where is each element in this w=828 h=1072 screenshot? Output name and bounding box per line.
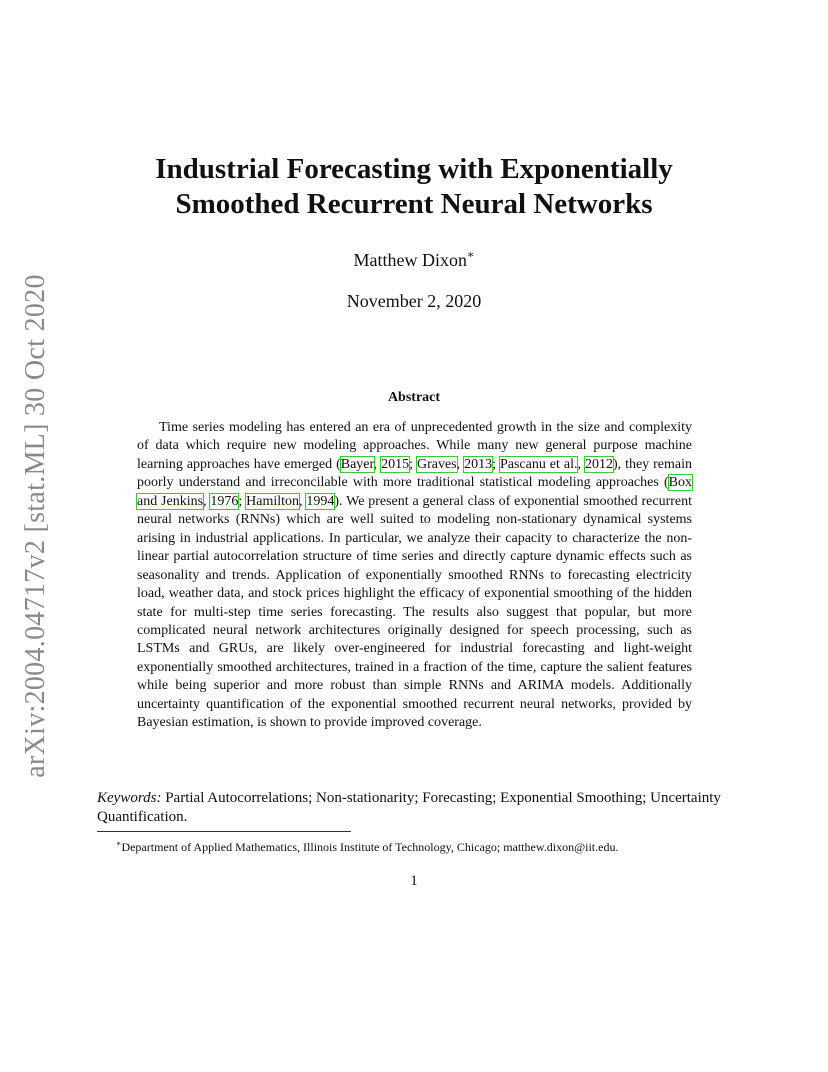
citation-link-bayer[interactable]: Bayer [340,456,374,472]
publication-date: November 2, 2020 [346,291,482,311]
citation-link-pascanu[interactable]: Pascanu et al. [499,456,578,472]
footnote-mark: ∗ [116,839,122,848]
author-line [0,248,828,271]
citation-link-bayer-2015[interactable]: 2015 [381,456,410,472]
keywords-label: Keywords: [97,790,162,806]
arxiv-identifier-text: arXiv:2004.04717v2 [stat.ML] 30 Oct 2020 [20,274,51,778]
keywords-text: Partial Autocorrelations; Non-stationarity; Forecasting; Exponential Smoothing; Uncertainty Quantification. [97,790,721,825]
paper-title-line-1: Industrial Forecasting with Exponentially [155,153,673,185]
abstract-heading: Abstract [387,390,441,405]
paper-title [0,152,828,222]
citation-link-graves[interactable]: Graves [416,456,457,472]
paper-title-line-2: Smoothed Recurrent Neural Networks [175,188,653,220]
citation-link-box-jenkins-1976[interactable]: 1976 [210,493,239,509]
author-name: Matthew Dixon [353,250,467,270]
citation-separator: , [456,456,465,472]
abstract-text-part-3: ). We present a general class of exponential smoothed recurrent neural networks (RNNs) which are well suited to modeling non-stationary dynamical systems arising in industrial applications. In particular, we analyze their capacity to characterize the non-linear partial autocorrelation structure of time series and directly capture dynamic effects such as seasonality and trends. Application of exponentially smoothed RNNs to forecasting electricity load, weather data, and stock prices highlight the efficacy of exponential smoothing of the hidden state for multi-step time series forecasting. The results also suggest that popular, but more complicated neural network architectures originally designed for speech processing, such as LSTMs and GRUs, are likely over-engineered for industrial forecasting and light-weight exponentially smoothed architectures, trained in a fraction of the time, capture the salient features while being superior and more robust than simple RNNs and ARIMA models. Additionally uncertainty quantification of the exponential smoothed recurrent neural networks, provided by Bayesian estimation, is shown to provide improved coverage. [137,493,693,731]
citation-link-hamilton[interactable]: Hamilton [246,493,300,509]
citation-link-graves-2013[interactable]: 2013 [464,456,493,472]
citation-link-hamilton-1994[interactable]: 1994 [306,493,335,509]
abstract-body [137,419,692,733]
citation-separator: , [373,456,382,472]
keywords-line [97,789,733,827]
abstract-text-part-1: Time series modeling has entered an era of unprecedented growth in the size and complexity of data which require new modeling approaches. While many new general purpose machine learning approaches have emerged ( [137,420,692,472]
footnote-divider [97,831,351,832]
footnote-text: Department of Applied Mathematics, Illinois Institute of Technology, Chicago; matthew.dixon@iit.edu. [121,840,619,854]
abstract-text-part-2: ), they remain poorly understand and irreconcilable with more traditional statistical modeling approaches ( [137,456,693,491]
author-footnote-mark: ∗ [467,249,475,261]
citation-separator: ; [409,456,417,472]
page-number: 1 [410,873,418,889]
citation-separator: , [299,493,307,509]
citation-separator: ; [238,493,247,509]
author-footnote [116,836,756,855]
citation-link-pascanu-2012[interactable]: 2012 [584,456,613,472]
citation-separator: ; [492,456,500,472]
arxiv-identifier-stamp [12,274,60,778]
citation-link-box-jenkins[interactable]: Box and Jenkins [137,475,692,509]
citation-separator: , [577,456,585,472]
citation-separator: , [203,493,211,509]
